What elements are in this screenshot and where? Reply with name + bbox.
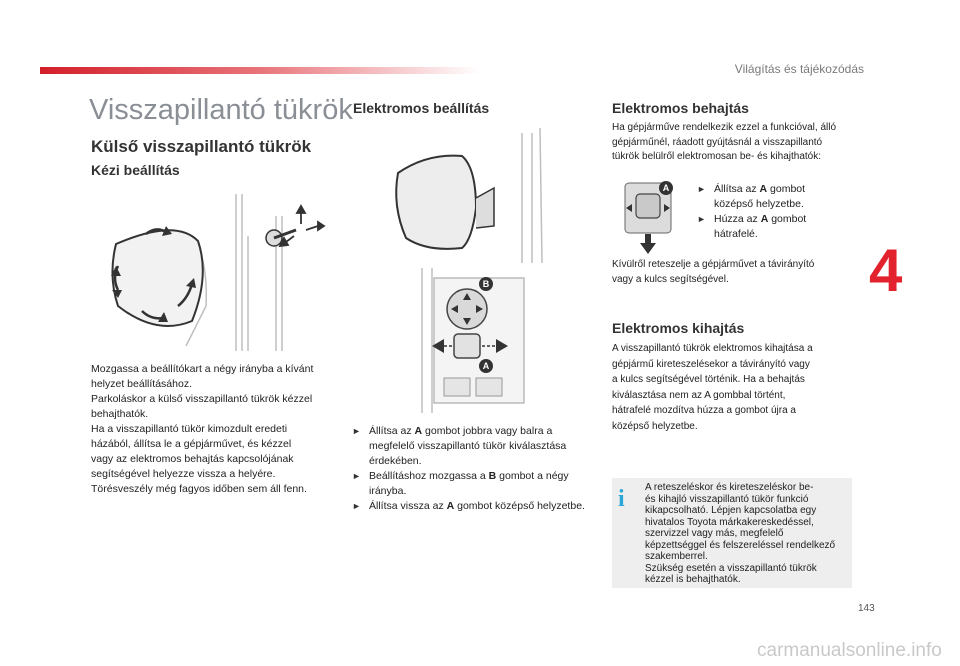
list-item: ► Állítsa az A gombot jobbra vagy balra a megfelelő visszapillantó tükör kiválasztása érdekében.: [352, 425, 567, 467]
electric-adjust-steps: [352, 424, 592, 514]
manual-adjust-heading: Kézi beállítás: [91, 162, 180, 178]
header-accent-bar: [40, 67, 480, 74]
electric-adjust-illustration: [372, 128, 562, 418]
manual-adjust-text: Mozgassa a beállítókart a négy irányba a kívánt helyzet beállításához. Parkoláskor a külső visszapillantó tükrök kézzel behajthatók. Ha a visszapillantó tükör kimozdult eredeti házából, állítsa le a gépjárművet, és kézzel vagy az elektromos behajtás kapcsolójának segítségével helyezze vissza a helyére. Törésveszély még fagyos időben sem áll fenn.: [91, 363, 314, 495]
manual-mirror-illustration: [96, 186, 341, 356]
label-a: A: [482, 361, 490, 371]
arrow-icon: ►: [352, 426, 361, 436]
arrow-icon: ►: [697, 214, 706, 224]
page-title: Visszapillantó tükrök: [89, 94, 353, 126]
electric-fold-heading: Elektromos behajtás: [612, 100, 749, 116]
electric-fold-text: Ha gépjárműve rendelkezik ezzel a funkcióval, álló gépjárműnél, ráadott gyújtásnál a visszapillantó tükrök belülről elektromosan be- és kihajthatók:: [612, 122, 837, 162]
info-text: A reteszeléskor és kireteszeléskor be- és kihajló visszapillantó tükör funkció kikapcsolható. Lépjen kapcsolatba egy hivatalos Toyota márkakereskedéssel, szervizzel vagy más, megfelelő képzettséggel és felszereléssel rendelkező szakemberrel. Szükség esetén a visszapillantó tükrök kézzel is behajthatók.: [645, 482, 836, 585]
label-a-fold: A: [662, 183, 670, 193]
electric-adjust-heading: Elektromos beállítás: [353, 100, 490, 116]
electric-unfold-text: A visszapillantó tükrök elektromos kihajtása a gépjármű kireteszelésekor a távirányító vagy a kulcs segítségével történik. Ha a behajtás kiválasztása nem az A gombbal történt, hátrafelé mozdítva húzza a gombot újra a középső helyzetbe.: [612, 343, 813, 432]
arrow-icon: ►: [697, 184, 706, 194]
info-box: [612, 478, 852, 588]
subtitle: Külső visszapillantó tükrök: [91, 137, 312, 156]
electric-fold-note: Kívülről reteszelje a gépjárművet a távirányító vagy a kulcs segítségével.: [612, 259, 815, 285]
list-item: ► Húzza az A gombot hátrafelé.: [697, 213, 807, 240]
footer-watermark: carmanualsonline.info: [757, 640, 942, 661]
electric-unfold-heading: Elektromos kihajtás: [612, 320, 745, 336]
info-icon: i: [618, 486, 625, 512]
label-b: B: [482, 279, 490, 289]
chapter-number: 4: [869, 237, 903, 304]
arrow-icon: ►: [352, 501, 361, 511]
list-item: ► Állítsa vissza az A gombot középső helyzetbe.: [352, 500, 585, 512]
arrow-icon: ►: [352, 471, 361, 481]
electric-fold-steps: [697, 182, 807, 242]
section-header: Világítás és tájékozódás: [734, 62, 864, 76]
page-number: 143: [858, 603, 875, 614]
list-item: ► Beállításhoz mozgassa a B gombot a négy irányba.: [352, 470, 569, 497]
list-item: ► Állítsa az A gombot középső helyzetbe.: [697, 183, 806, 210]
